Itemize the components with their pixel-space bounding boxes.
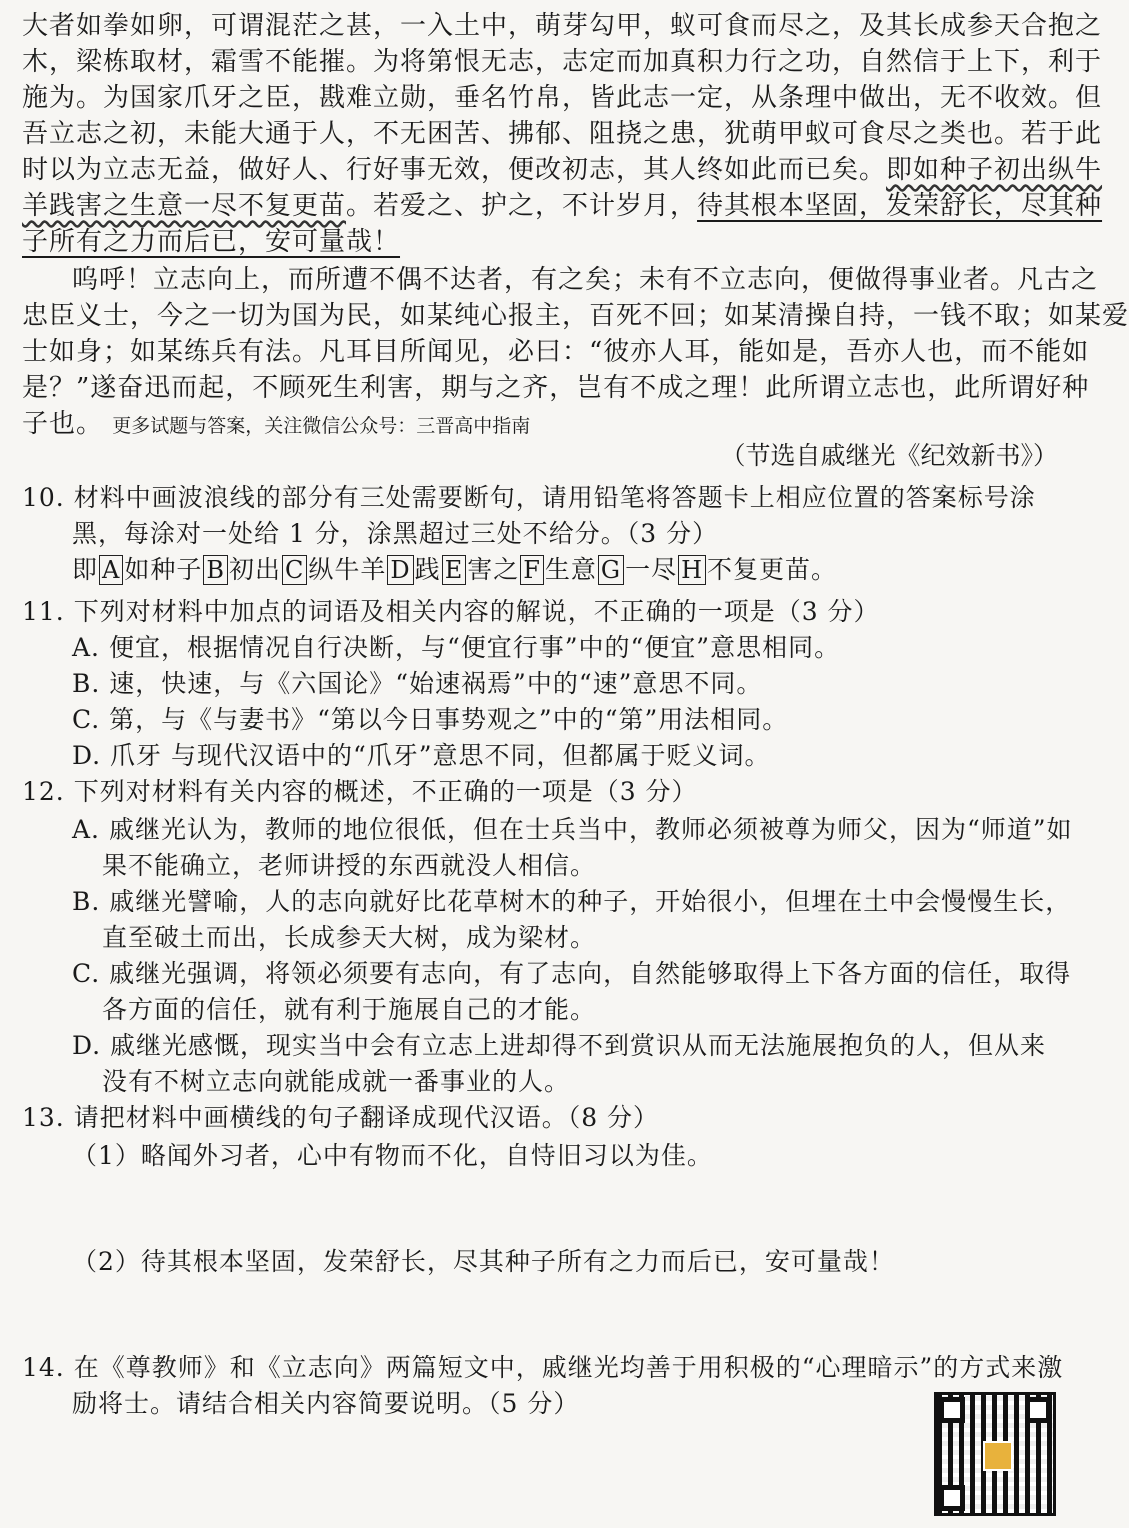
segment: 一尽 xyxy=(625,555,678,584)
passage-text: 。若爱之、护之，不计岁月， xyxy=(346,191,698,221)
passage-line: 士如身；如某练兵有法。凡耳目所闻见，必曰：“彼亦人耳，能如是，吾亦人也，而不能如 xyxy=(22,337,1090,367)
passage-line: 呜呼！立志向上，而所遭不偶不达者，有之矣；未有不立志向，便做得事业者。凡古之 xyxy=(72,265,1099,295)
question-13-stem: 13. 请把材料中画横线的句子翻译成现代汉语。（8 分） xyxy=(22,1103,660,1132)
question-10-sentence xyxy=(72,552,1062,588)
break-box-a[interactable]: A xyxy=(99,555,123,585)
qr-logo xyxy=(983,1441,1013,1471)
passage-line: 吾立志之初，未能大通于人，不无困苦、拂郁、阻挠之患，犹萌甲蚁可食尽之类也。若于此 xyxy=(22,119,1103,149)
question-11-stem: 11. 下列对材料中加点的词语及相关内容的解说，不正确的一项是（3 分） xyxy=(22,597,880,626)
passage-source: （节选自戚继光《纪效新书》） xyxy=(720,441,1058,470)
wavy-underlined-text: 即如种子初出纵牛 xyxy=(886,155,1103,185)
segment: 初出 xyxy=(229,555,282,584)
question-12-option-b-cont: 直至破土而出，长成参天大树，成为梁材。 xyxy=(102,923,597,952)
qr-finder-pattern xyxy=(939,1485,965,1511)
break-box-e[interactable]: E xyxy=(442,555,467,585)
passage-text: 子也。 xyxy=(22,409,104,439)
question-11-option-c: C. 第，与《与妻书》“第以今日事势观之”中的“第”用法相同。 xyxy=(72,705,789,734)
passage-line: 木，梁栋取材，霜雪不能摧。为将第恨无志，志定而加真积力行之功，自然信于上下，利于 xyxy=(22,47,1103,77)
passage-line xyxy=(22,224,1062,260)
underlined-sentence: 子所有之力而后已，安可量哉！ xyxy=(22,227,401,257)
wavy-underlined-text: 羊践害之生意一尽不复更苗 xyxy=(22,191,347,221)
question-11-option-a: A. 便宜，根据情况自行决断，与“便宜行事”中的“便宜”意思相同。 xyxy=(72,633,841,662)
question-14-stem-cont: 励将士。请结合相关内容简要说明。（5 分） xyxy=(72,1389,580,1418)
segment: 即 xyxy=(72,555,99,584)
question-12-stem: 12. 下列对材料有关内容的概述，不正确的一项是（3 分） xyxy=(22,777,698,806)
segment: 纵牛羊 xyxy=(308,555,387,584)
passage-line: 是？”遂奋迅而起，不顾死生利害，期与之齐，岂有不成之理！此所谓立志也，此所谓好种 xyxy=(22,373,1090,403)
promo-note: 更多试题与答案，关注微信公众号：三晋高中指南 xyxy=(112,415,531,437)
question-12-option-c-cont: 各方面的信任，就有利于施展自己的才能。 xyxy=(102,995,597,1024)
segment: 生意 xyxy=(544,555,597,584)
question-13-sentence-2: （2）待其根本坚固，发荣舒长，尽其种子所有之力而后已，安可量哉！ xyxy=(72,1247,895,1276)
segment: 践 xyxy=(414,555,441,584)
break-box-g[interactable]: G xyxy=(598,555,624,585)
question-12-option-a-cont: 果不能确立，老师讲授的东西就没人相信。 xyxy=(102,851,597,880)
question-10-stem: 10. 材料中画波浪线的部分有三处需要断句，请用铅笔将答题卡上相应位置的答案标号涂 xyxy=(22,483,1036,512)
qr-finder-pattern xyxy=(1025,1397,1051,1423)
question-12-option-b: B. 戚继光譬喻，人的志向就好比花草树木的种子，开始很小，但埋在土中会慢慢生长， xyxy=(72,887,1072,916)
question-12-option-c: C. 戚继光强调，将领必须要有志向，有了志向，自然能够取得上下各方面的信任，取得 xyxy=(72,959,1072,988)
passage-line: 施为。为国家爪牙之臣，戡难立勋，垂名竹帛，皆此志一定，从条理中做出，无不收效。但 xyxy=(22,83,1103,113)
break-box-f[interactable]: F xyxy=(520,555,544,585)
passage-line: 忠臣义士，今之一切为国为民，如某纯心报主，百死不回；如某清操自持，一钱不取；如某爱 xyxy=(22,301,1129,331)
question-11-option-b: B. 速，快速，与《六国论》“始速祸焉”中的“速”意思不同。 xyxy=(72,669,763,698)
break-box-b[interactable]: B xyxy=(203,555,228,585)
question-10-stem-cont: 黑，每涂对一处给 1 分，涂黑超过三处不给分。（3 分） xyxy=(72,519,719,548)
question-11-option-d: D. 爪牙 与现代汉语中的“爪牙”意思不同，但都属于贬义词。 xyxy=(72,741,771,770)
segment: 不复更苗。 xyxy=(707,555,838,584)
qr-code-icon[interactable] xyxy=(934,1392,1056,1516)
segment: 害之 xyxy=(467,555,520,584)
passage-line xyxy=(22,152,1103,188)
break-box-c[interactable]: C xyxy=(282,555,307,585)
break-box-d[interactable]: D xyxy=(387,555,413,585)
passage-line xyxy=(22,188,1103,224)
qr-finder-pattern xyxy=(939,1397,965,1423)
question-12-option-a: A. 戚继光认为，教师的地位很低，但在士兵当中，教师必须被尊为师父，因为“师道”如 xyxy=(72,815,1073,844)
question-13-sentence-1: （1）略闻外习者，心中有物而不化，自恃旧习以为佳。 xyxy=(72,1141,713,1170)
question-14-stem: 14. 在《尊教师》和《立志向》两篇短文中，戚继光均善于用积极的“心理暗示”的方式来激 xyxy=(22,1353,1064,1382)
segment: 如种子 xyxy=(124,555,203,584)
underlined-sentence: 待其根本坚固，发荣舒长，尽其种 xyxy=(697,191,1103,221)
question-12-option-d-cont: 没有不树立志向就能成就一番事业的人。 xyxy=(102,1067,571,1096)
break-box-h[interactable]: H xyxy=(678,555,706,585)
passage-line: 大者如拳如卵，可谓混茫之甚，一入土中，萌芽勾甲，蚁可食而尽之，及其长成参天合抱之 xyxy=(22,11,1103,41)
question-12-option-d: D. 戚继光感慨，现实当中会有立志上进却得不到赏识从而无法施展抱负的人，但从来 xyxy=(72,1031,1047,1060)
passage-text: 时以为立志无益，做好人、行好事无效，便改初志，其人终如此而已矣。 xyxy=(22,155,887,185)
